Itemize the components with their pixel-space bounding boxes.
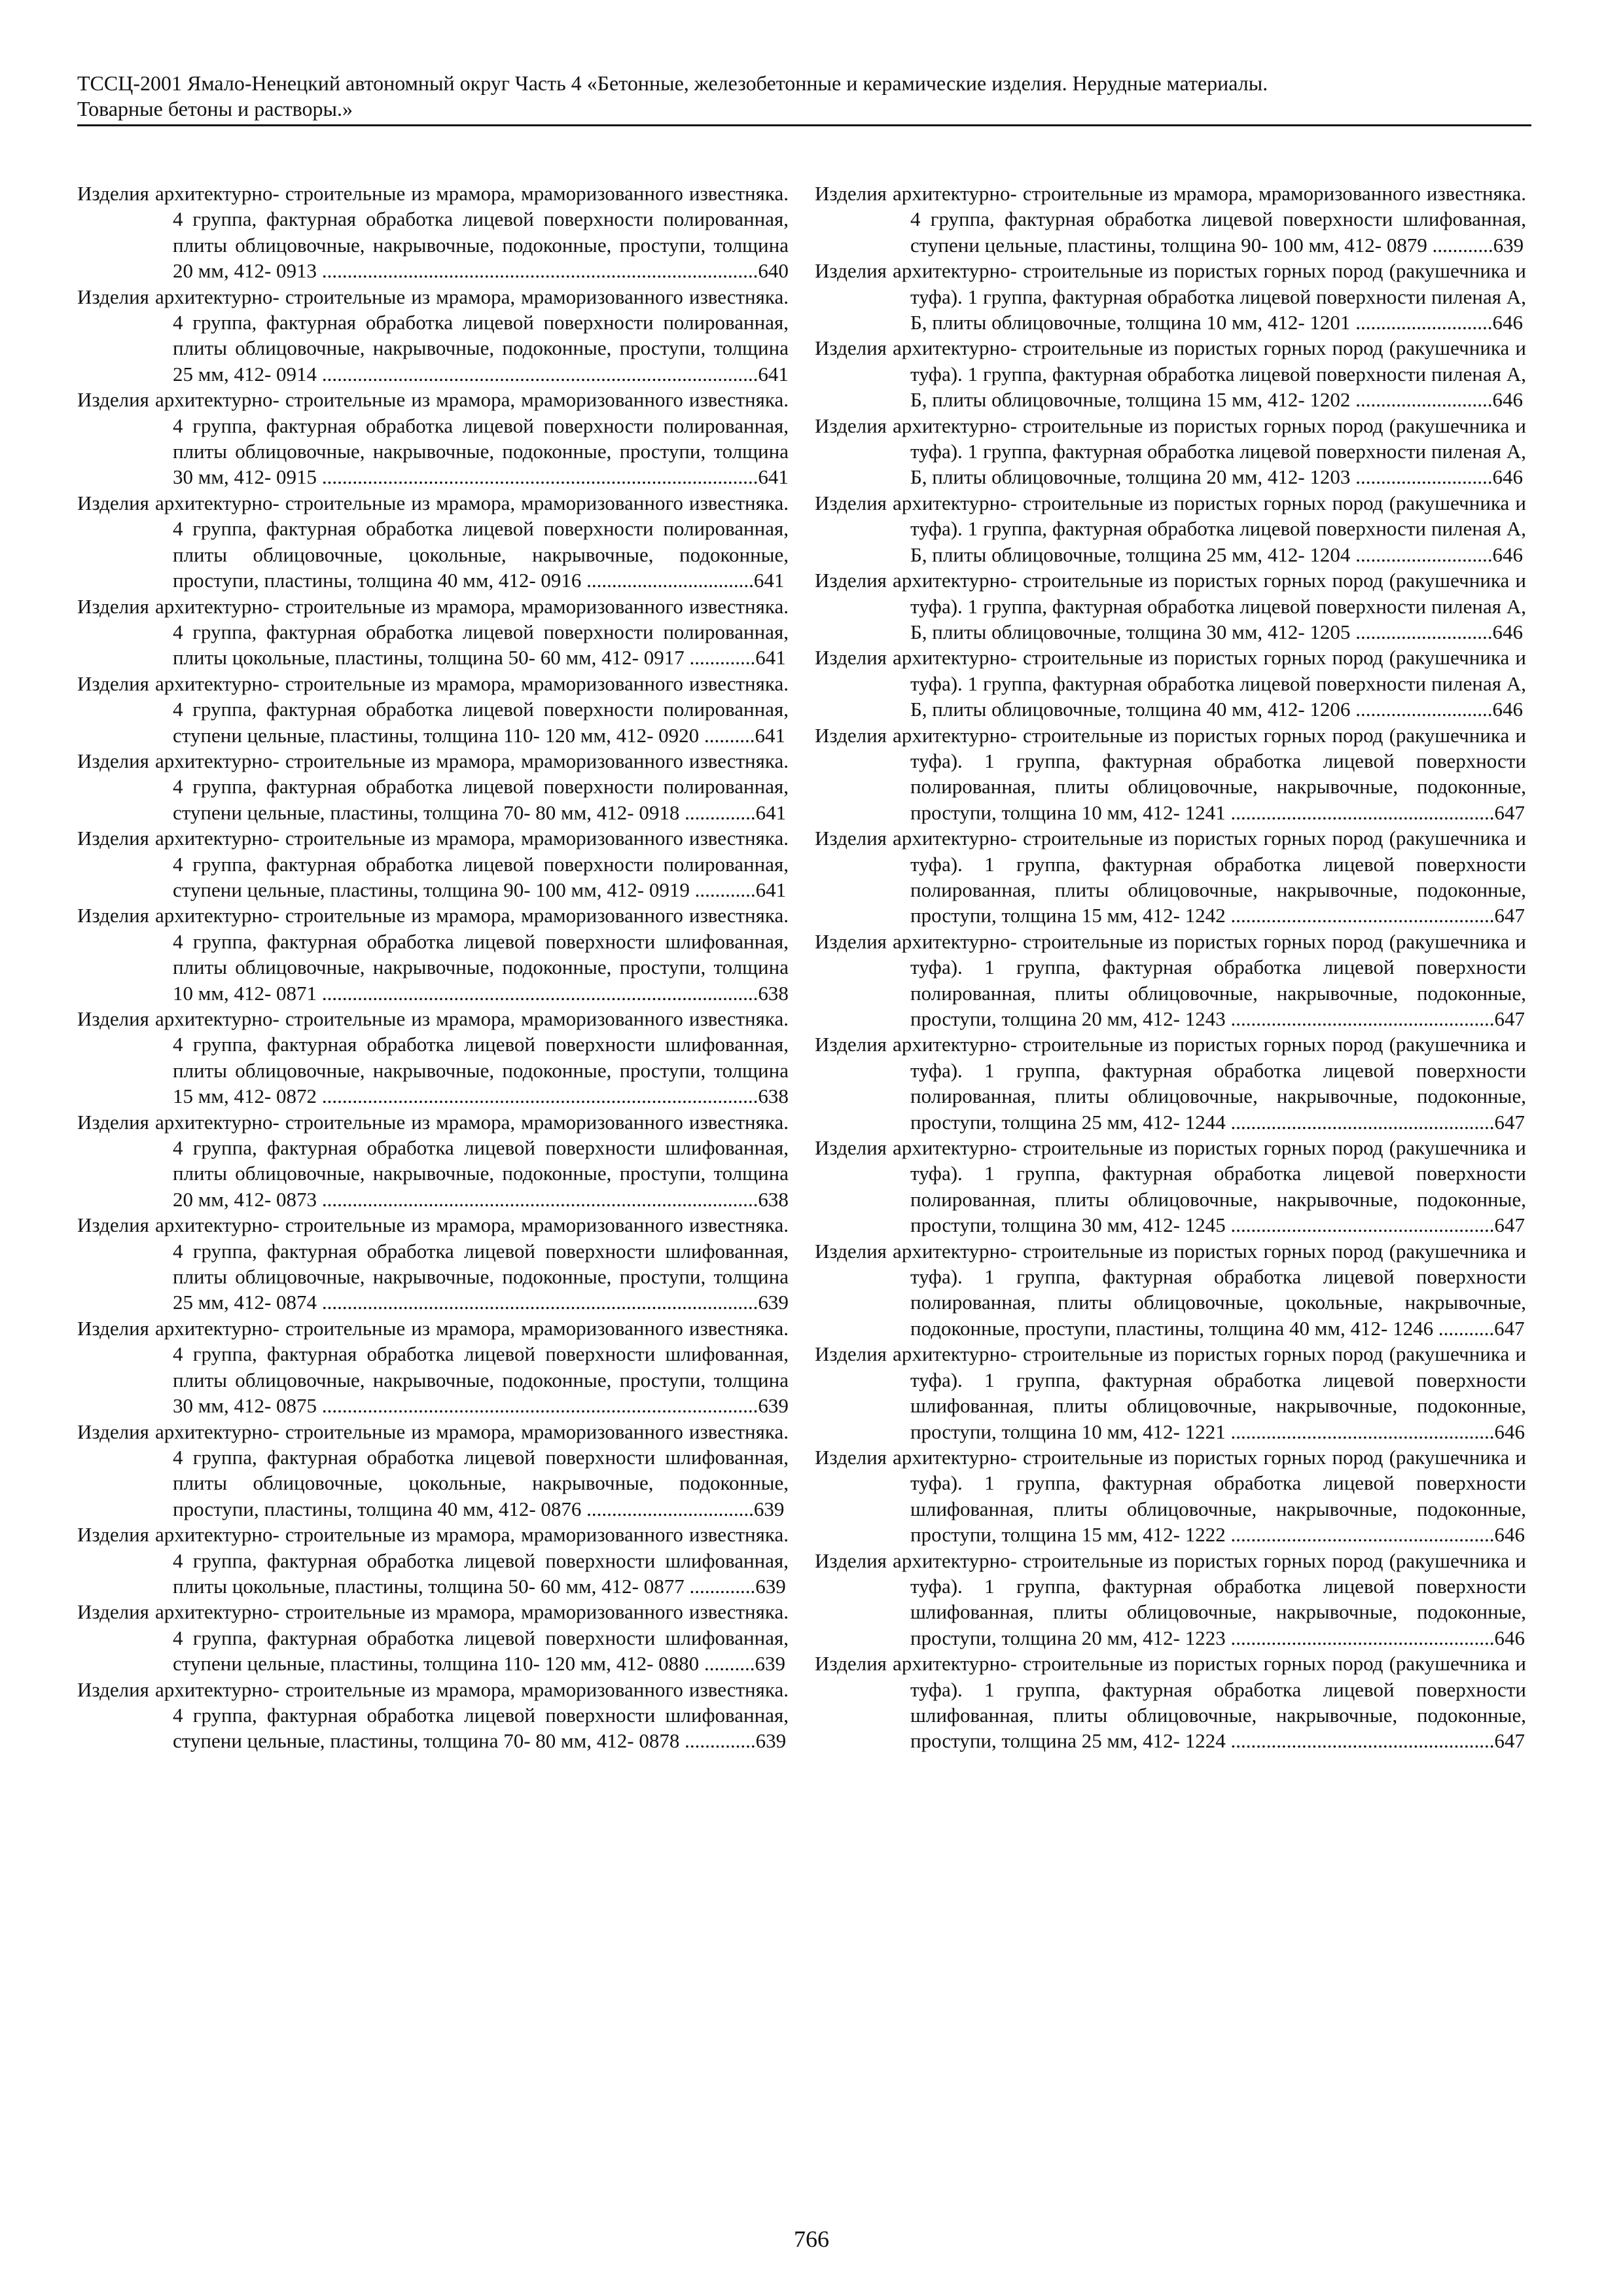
entry-page-ref: 639 — [758, 1394, 789, 1418]
header-line-1: ТССЦ-2001 Ямало-Ненецкий автономный округ Часть 4 «Бетонные, железобетонные и керамические изделия. Нерудные материалы. — [77, 71, 1268, 95]
index-entry — [77, 903, 789, 1006]
entry-description: Изделия архитектурно- строительные из мрамора, мраморизованного известняка. 4 группа, фактурная обработка лицевой поверхности полированная, ступени цельные, пластины, толщина 70- 80 мм, 412- 0918 — [77, 749, 789, 824]
entry-page-ref: 639 — [755, 1652, 785, 1676]
entry-description: Изделия архитектурно- строительные из пористых горных пород (ракушечника и туфа). 1 группа, фактурная обработка лицевой поверхности полированная, плиты облицовочные, накрывочные, подоконные, проступи, толщина 25 мм, 412- 1244 — [815, 1033, 1526, 1134]
entry-page-ref: 638 — [758, 1085, 789, 1108]
index-entry — [815, 929, 1526, 1032]
entry-description: Изделия архитектурно- строительные из пористых горных пород (ракушечника и туфа). 1 группа, фактурная обработка лицевой поверхности пиленая А, Б, плиты облицовочные, толщина 40 мм, 412- 1206 — [815, 646, 1526, 721]
index-entry — [77, 387, 789, 490]
index-entry — [77, 671, 789, 748]
entry-page-ref: 639 — [755, 1729, 787, 1753]
leader-dots: ............. — [684, 1574, 756, 1598]
index-entry — [77, 1419, 789, 1522]
index-entry — [77, 1522, 789, 1599]
index-entry — [77, 1212, 789, 1316]
entry-page-ref: 639 — [753, 1497, 785, 1520]
entry-page-ref: 638 — [758, 981, 789, 1005]
entry-description: Изделия архитектурно- строительные из мрамора, мраморизованного известняка. 4 группа, фактурная обработка лицевой поверхности шлифованная, плиты облицовочные, цокольные, накрывочные, подоконные, проступи, пластины, толщина 40 мм, 412- 0876 — [77, 1420, 789, 1520]
entry-description: Изделия архитектурно- строительные из пористых горных пород (ракушечника и туфа). 1 группа, фактурная обработка лицевой поверхности пиленая А, Б, плиты облицовочные, толщина 20 мм, 412- 1203 — [815, 414, 1526, 489]
entry-description: Изделия архитектурно- строительные из пористых горных пород (ракушечника и туфа). 1 группа, фактурная обработка лицевой поверхности полированная, плиты облицовочные, накрывочные, подоконные, проступи, толщина 30 мм, 412- 1245 — [815, 1136, 1526, 1237]
entry-page-ref: 646 — [1494, 1523, 1525, 1547]
entry-page-ref: 646 — [1494, 1626, 1525, 1649]
entry-page-ref: 647 — [1494, 1729, 1525, 1753]
running-header — [77, 71, 1531, 126]
entry-page-ref: 647 — [1494, 904, 1525, 927]
entry-description: Изделия архитектурно- строительные из мрамора, мраморизованного известняка. 4 группа, фактурная обработка лицевой поверхности шлифованная, плиты цокольные, пластины, толщина 50- 60 мм, 412- 0877 — [77, 1523, 789, 1598]
leader-dots: ...................................................................................... — [317, 981, 758, 1005]
leader-dots: .................................................... — [1225, 1626, 1495, 1649]
leader-dots: ............ — [1427, 233, 1493, 257]
entry-page-ref: 647 — [1494, 800, 1525, 824]
index-entry — [815, 181, 1526, 258]
leader-dots: .................................................... — [1225, 1213, 1495, 1237]
entry-page-ref: 641 — [755, 646, 786, 670]
entry-page-ref: 641 — [755, 800, 787, 824]
leader-dots: ................................. — [581, 569, 754, 592]
entry-page-ref: 639 — [758, 1291, 789, 1314]
page-number: 766 — [794, 2226, 829, 2252]
index-entry — [77, 490, 789, 594]
entry-description: Изделия архитектурно- строительные из мрамора, мраморизованного известняка. 4 группа, фактурная обработка лицевой поверхности шлифованная, плиты облицовочные, накрывочные, подоконные, проступи, толщина 15 мм, 412- 0872 — [77, 1007, 789, 1108]
header-line-2: Товарные бетоны и растворы.» — [77, 97, 353, 120]
leader-dots: .................................................... — [1225, 904, 1495, 927]
leader-dots: ........................... — [1350, 543, 1493, 566]
index-column-right — [815, 181, 1526, 1754]
leader-dots: ........................... — [1350, 465, 1493, 489]
entry-description: Изделия архитектурно- строительные из мрамора, мраморизованного известняка. 4 группа, фактурная обработка лицевой поверхности полированная, плиты облицовочные, накрывочные, подоконные, проступи, толщина 25 мм, 412- 0914 — [77, 285, 789, 386]
entry-description: Изделия архитектурно- строительные из пористых горных пород (ракушечника и туфа). 1 группа, фактурная обработка лицевой поверхности полированная, плиты облицовочные, накрывочные, подоконные, проступи, толщина 10 мм, 412- 1241 — [815, 723, 1526, 824]
leader-dots: ...................................................................................... — [317, 259, 758, 283]
leader-dots: ...................................................................................... — [317, 1187, 758, 1211]
entry-description: Изделия архитектурно- строительные из мрамора, мраморизованного известняка. 4 группа, фактурная обработка лицевой поверхности полированная, ступени цельные, пластины, толщина 90- 100 мм, 412- 0919 — [77, 827, 789, 901]
index-entry — [815, 1031, 1526, 1135]
entry-description: Изделия архитектурно- строительные из мрамора, мраморизованного известняка. 4 группа, фактурная обработка лицевой поверхности шлифованная, ступени цельные, пластины, толщина 90- 100 мм, 412- 0879 — [815, 182, 1526, 257]
index-entry — [815, 413, 1526, 490]
entry-description: Изделия архитектурно- строительные из мрамора, мраморизованного известняка. 4 группа, фактурная обработка лицевой поверхности полированная, плиты облицовочные, цокольные, накрывочные, подоконные, проступи, пластины, толщина 40 мм, 412- 0916 — [77, 491, 789, 592]
entry-description: Изделия архитектурно- строительные из мрамора, мраморизованного известняка. 4 группа, фактурная обработка лицевой поверхности полированная, плиты облицовочные, накрывочные, подоконные, проступи, толщина 30 мм, 412- 0915 — [77, 388, 789, 489]
index-entry — [815, 825, 1526, 929]
leader-dots: ...................................................................................... — [317, 1085, 758, 1108]
entry-page-ref: 639 — [1493, 233, 1524, 257]
entry-description: Изделия архитектурно- строительные из мрамора, мраморизованного известняка. 4 группа, фактурная обработка лицевой поверхности шлифованная, плиты облицовочные, накрывочные, подоконные, проступи, толщина 20 мм, 412- 0873 — [77, 1110, 789, 1211]
entry-page-ref: 641 — [753, 569, 785, 592]
index-column-left — [77, 181, 789, 1754]
leader-dots: ........... — [1433, 1316, 1495, 1340]
index-entry — [77, 1316, 789, 1419]
entry-page-ref: 646 — [1492, 465, 1523, 489]
entry-description: Изделия архитектурно- строительные из мрамора, мраморизованного известняка. 4 группа, фактурная обработка лицевой поверхности шлифованная, ступени цельные, пластины, толщина 110- 120 мм, 412- 0880 — [77, 1600, 789, 1676]
index-entry — [77, 284, 789, 387]
entry-page-ref: 641 — [758, 362, 789, 386]
index-entry — [815, 567, 1526, 645]
leader-dots: .................................................... — [1225, 1420, 1495, 1443]
leader-dots: ...................................................................................... — [317, 465, 758, 489]
leader-dots: ........................... — [1350, 311, 1493, 334]
index-entry — [815, 1135, 1526, 1238]
entry-description: Изделия архитектурно- строительные из пористых горных пород (ракушечника и туфа). 1 группа, фактурная обработка лицевой поверхности пиленая А, Б, плиты облицовочные, толщина 15 мм, 412- 1202 — [815, 336, 1526, 412]
entry-page-ref: 647 — [1494, 1110, 1525, 1134]
leader-dots: ...................................................................................... — [317, 362, 758, 386]
leader-dots: .......... — [699, 723, 755, 747]
leader-dots: .................................................... — [1225, 1007, 1495, 1030]
entry-page-ref: 639 — [755, 1574, 786, 1598]
entry-description: Изделия архитектурно- строительные из мрамора, мраморизованного известняка. 4 группа, фактурная обработка лицевой поверхности полированная, ступени цельные, пластины, толщина 110- 120 мм, 412- 0920 — [77, 672, 789, 747]
index-entry — [815, 1548, 1526, 1651]
index-entry — [77, 1599, 789, 1676]
leader-dots: ...................................................................................... — [317, 1394, 758, 1418]
entry-description: Изделия архитектурно- строительные из мрамора, мраморизованного известняка. 4 группа, фактурная обработка лицевой поверхности полированная, плиты цокольные, пластины, толщина 50- 60 мм, 412- 0917 — [77, 594, 789, 670]
leader-dots: .............. — [679, 1729, 756, 1753]
leader-dots: ................................. — [581, 1497, 754, 1520]
index-entry — [815, 1238, 1526, 1342]
entry-page-ref: 647 — [1494, 1007, 1525, 1030]
entry-description: Изделия архитектурно- строительные из мрамора, мраморизованного известняка. 4 группа, фактурная обработка лицевой поверхности шлифованная, плиты облицовочные, накрывочные, подоконные, проступи, толщина 25 мм, 412- 0874 — [77, 1213, 789, 1314]
entry-description: Изделия архитектурно- строительные из пористых горных пород (ракушечника и туфа). 1 группа, фактурная обработка лицевой поверхности шлифованная, плиты облицовочные, накрывочные, подоконные, проступи, толщина 10 мм, 412- 1221 — [815, 1342, 1526, 1443]
entry-page-ref: 641 — [758, 465, 789, 489]
index-entry — [77, 1006, 789, 1109]
entry-page-ref: 646 — [1492, 543, 1523, 566]
entry-description: Изделия архитектурно- строительные из пористых горных пород (ракушечника и туфа). 1 группа, фактурная обработка лицевой поверхности полированная, плиты облицовочные, цокольные, накрывочные, подоконные, проступи, пластины, толщина 40 мм, 412- 1246 — [815, 1239, 1526, 1340]
leader-dots: .................................................... — [1225, 1523, 1495, 1547]
entry-description: Изделия архитектурно- строительные из мрамора, мраморизованного известняка. 4 группа, фактурная обработка лицевой поверхности шлифованная, плиты облицовочные, накрывочные, подоконные, проступи, толщина 10 мм, 412- 0871 — [77, 904, 789, 1005]
entry-description: Изделия архитектурно- строительные из пористых горных пород (ракушечника и туфа). 1 группа, фактурная обработка лицевой поверхности шлифованная, плиты облицовочные, накрывочные, подоконные, проступи, толщина 15 мм, 412- 1222 — [815, 1445, 1526, 1547]
entry-page-ref: 647 — [1494, 1316, 1525, 1340]
entry-page-ref: 640 — [758, 259, 789, 283]
entry-page-ref: 641 — [755, 878, 787, 901]
index-entry — [815, 490, 1526, 567]
index-entry — [815, 335, 1526, 412]
index-entry — [77, 594, 789, 671]
leader-dots: .................................................... — [1225, 800, 1495, 824]
index-entry — [815, 645, 1526, 722]
entry-page-ref: 647 — [1494, 1213, 1525, 1237]
entry-description: Изделия архитектурно- строительные из пористых горных пород (ракушечника и туфа). 1 группа, фактурная обработка лицевой поверхности полированная, плиты облицовочные, накрывочные, подоконные, проступи, толщина 15 мм, 412- 1242 — [815, 827, 1526, 927]
leader-dots: ...................................................................................... — [317, 1291, 758, 1314]
leader-dots: ........................... — [1350, 698, 1493, 721]
entry-page-ref: 646 — [1492, 311, 1523, 334]
leader-dots: .................................................... — [1225, 1729, 1495, 1753]
entry-description: Изделия архитектурно- строительные из пористых горных пород (ракушечника и туфа). 1 группа, фактурная обработка лицевой поверхности шлифованная, плиты облицовочные, накрывочные, подоконные, проступи, толщина 25 мм, 412- 1224 — [815, 1652, 1526, 1753]
leader-dots: ........................... — [1350, 388, 1493, 412]
index-entry — [815, 1444, 1526, 1548]
index-entry — [815, 258, 1526, 335]
leader-dots: .......... — [699, 1652, 755, 1676]
index-entry — [77, 1677, 789, 1754]
leader-dots: .................................................... — [1225, 1110, 1495, 1134]
entry-description: Изделия архитектурно- строительные из мрамора, мраморизованного известняка. 4 группа, фактурная обработка лицевой поверхности шлифованная, ступени цельные, пластины, толщина 70- 80 мм, 412- 0878 — [77, 1677, 789, 1753]
entry-page-ref: 646 — [1492, 388, 1523, 412]
index-entry — [77, 181, 789, 284]
entry-page-ref: 638 — [758, 1187, 789, 1211]
entry-description: Изделия архитектурно- строительные из пористых горных пород (ракушечника и туфа). 1 группа, фактурная обработка лицевой поверхности пиленая А, Б, плиты облицовочные, толщина 30 мм, 412- 1205 — [815, 569, 1526, 643]
index-entry — [77, 825, 789, 903]
entry-description: Изделия архитектурно- строительные из пористых горных пород (ракушечника и туфа). 1 группа, фактурная обработка лицевой поверхности пиленая А, Б, плиты облицовочные, толщина 10 мм, 412- 1201 — [815, 259, 1526, 334]
entry-page-ref: 641 — [755, 723, 785, 747]
leader-dots: ............ — [689, 878, 756, 901]
entry-description: Изделия архитектурно- строительные из мрамора, мраморизованного известняка. 4 группа, фактурная обработка лицевой поверхности полированная, плиты облицовочные, накрывочные, подоконные, проступи, толщина 20 мм, 412- 0913 — [77, 182, 789, 283]
entry-description: Изделия архитектурно- строительные из пористых горных пород (ракушечника и туфа). 1 группа, фактурная обработка лицевой поверхности шлифованная, плиты облицовочные, накрывочные, подоконные, проступи, толщина 20 мм, 412- 1223 — [815, 1549, 1526, 1649]
entry-description: Изделия архитектурно- строительные из мрамора, мраморизованного известняка. 4 группа, фактурная обработка лицевой поверхности шлифованная, плиты облицовочные, накрывочные, подоконные, проступи, толщина 30 мм, 412- 0875 — [77, 1316, 789, 1418]
entry-description: Изделия архитектурно- строительные из пористых горных пород (ракушечника и туфа). 1 группа, фактурная обработка лицевой поверхности пиленая А, Б, плиты облицовочные, толщина 25 мм, 412- 1204 — [815, 491, 1526, 566]
index-entry — [815, 723, 1526, 826]
index-entry — [815, 1651, 1526, 1754]
entry-page-ref: 646 — [1492, 698, 1523, 721]
index-entry — [815, 1341, 1526, 1444]
index-entry — [77, 1109, 789, 1213]
entry-page-ref: 646 — [1494, 1420, 1525, 1443]
entry-description: Изделия архитектурно- строительные из пористых горных пород (ракушечника и туфа). 1 группа, фактурная обработка лицевой поверхности полированная, плиты облицовочные, накрывочные, подоконные, проступи, толщина 20 мм, 412- 1243 — [815, 929, 1526, 1030]
leader-dots: .............. — [679, 800, 756, 824]
entry-page-ref: 646 — [1492, 620, 1523, 643]
leader-dots: ........................... — [1350, 620, 1493, 643]
leader-dots: ............. — [684, 646, 756, 670]
index-entry — [77, 748, 789, 825]
